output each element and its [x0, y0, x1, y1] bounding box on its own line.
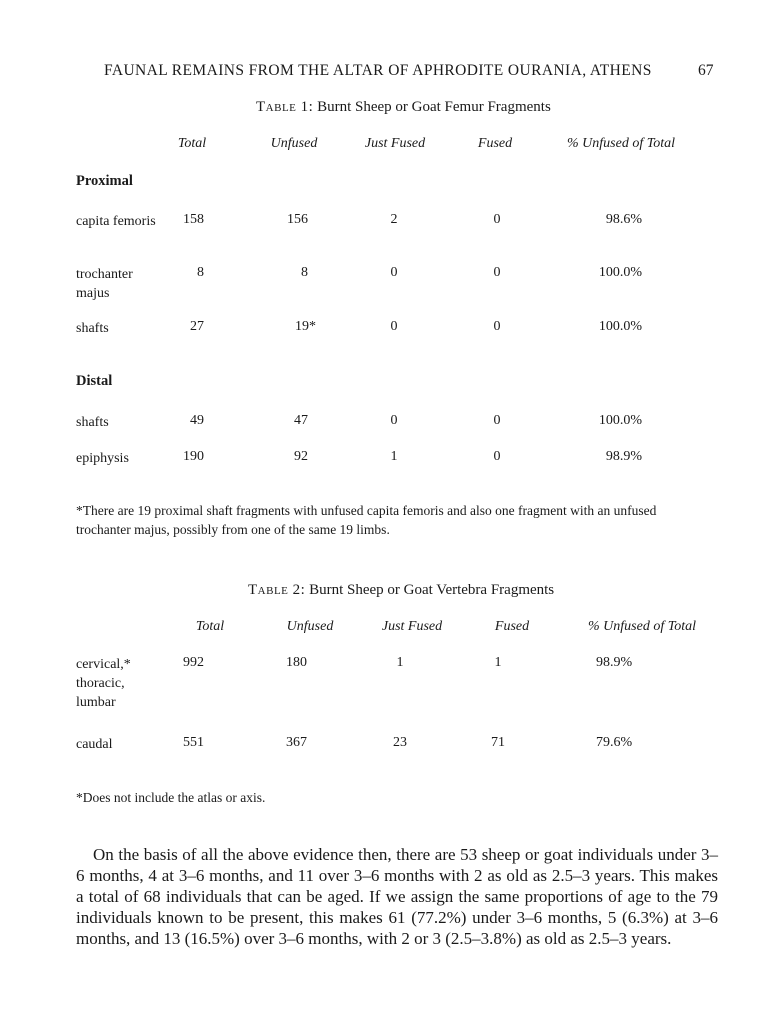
cell-pct-unfused: 98.9% — [596, 655, 633, 670]
cell-just-fused: 2 — [390, 212, 398, 227]
row-label: trochanter majus — [76, 267, 133, 301]
table1-col-total: Total — [177, 136, 207, 151]
table2-col-just-fused: Just Fused — [381, 619, 443, 634]
table1-footnote: *There are 19 proximal shaft fragments with unfused capita femoris and also one fragment with an unfused trochanter majus, possibly from one of the same 19 limbs. — [76, 503, 657, 537]
cell-fused: 0 — [493, 265, 501, 280]
cell-just-fused: 23 — [393, 735, 407, 750]
table1-label: Table 1: — [256, 99, 314, 115]
table2-col-pct-unfused: % Unfused of Total — [588, 619, 696, 634]
cell-total: 49 — [190, 413, 204, 428]
running-header: FAUNAL REMAINS FROM THE ALTAR OF APHRODITE OURANIA, ATHENS — [104, 62, 652, 79]
cell-unfused: 92 — [294, 449, 308, 464]
cell-total: 992 — [183, 655, 204, 670]
cell-unfused: 8 — [301, 265, 308, 280]
table1-col-fused: Fused — [477, 136, 513, 151]
cell-total: 190 — [183, 449, 204, 464]
table1-col-just-fused: Just Fused — [364, 136, 426, 151]
row-label: epiphysis — [76, 451, 129, 466]
cell-fused: 0 — [493, 413, 501, 428]
row-label: shafts — [76, 321, 109, 336]
table2-caption — [248, 582, 554, 599]
cell-pct-unfused: 98.6% — [605, 212, 642, 227]
cell-just-fused: 1 — [396, 655, 404, 670]
table2-title: Burnt Sheep or Goat Vertebra Fragments — [309, 582, 555, 598]
cell-pct-unfused: 98.9% — [605, 449, 642, 464]
cell-unfused: 19* — [295, 319, 316, 334]
table2-col-fused: Fused — [494, 619, 530, 634]
cell-just-fused: 0 — [390, 413, 398, 428]
cell-fused: 0 — [493, 449, 501, 464]
cell-unfused: 180 — [286, 655, 307, 670]
cell-total: 551 — [183, 735, 204, 750]
cell-pct-unfused: 79.6% — [596, 735, 633, 750]
table1-col-unfused: Unfused — [270, 136, 318, 151]
table1-group-distal: Distal — [76, 373, 113, 389]
table1-col-pct-unfused: % Unfused of Total — [567, 136, 675, 151]
cell-fused: 0 — [493, 212, 501, 227]
row-label: shafts — [76, 415, 109, 430]
cell-pct-unfused: 100.0% — [598, 319, 642, 334]
table2-footnote: *Does not include the atlas or axis. — [76, 790, 266, 805]
table2-label: Table 2: — [248, 582, 306, 598]
table1-title: Burnt Sheep or Goat Femur Fragments — [317, 99, 551, 115]
cell-unfused: 367 — [286, 735, 307, 750]
table1-caption — [256, 99, 551, 116]
cell-unfused: 156 — [287, 212, 308, 227]
cell-fused: 0 — [493, 319, 501, 334]
cell-fused: 1 — [494, 655, 502, 670]
cell-total: 158 — [183, 212, 204, 227]
cell-just-fused: 1 — [390, 449, 398, 464]
table2-col-total: Total — [195, 619, 225, 634]
cell-total: 8 — [197, 265, 204, 280]
cell-fused: 71 — [491, 735, 505, 750]
cell-pct-unfused: 100.0% — [598, 265, 642, 280]
table1-group-proximal: Proximal — [76, 173, 133, 189]
cell-unfused: 47 — [294, 413, 308, 428]
table2-col-unfused: Unfused — [286, 619, 334, 634]
row-label: caudal — [76, 737, 113, 752]
cell-just-fused: 0 — [390, 265, 398, 280]
cell-total: 27 — [190, 319, 204, 334]
page-number: 67 — [698, 62, 714, 79]
row-label: capita femoris — [76, 214, 156, 229]
row-label: cervical,* thoracic, lumbar — [76, 657, 131, 710]
cell-pct-unfused: 100.0% — [598, 413, 642, 428]
cell-just-fused: 0 — [390, 319, 398, 334]
body-paragraph: On the basis of all the above evidence then, there are 53 sheep or goat individuals under 3–6 months, 4 at 3–6 months, and 11 over 3–6 months with 2 as old as 2.5–3 years. This makes a total of 68 individuals that can be aged. If we assign the same proportions of age to the 79 individuals known to be present, this makes 61 (77.2%) under 3–6 months, 5 (6.3%) at 3–6 months, and 13 (16.5%) over 3–6 months, with 2 or 3 (2.5–3.8%) as old as 2.5–3 years. — [76, 845, 718, 948]
